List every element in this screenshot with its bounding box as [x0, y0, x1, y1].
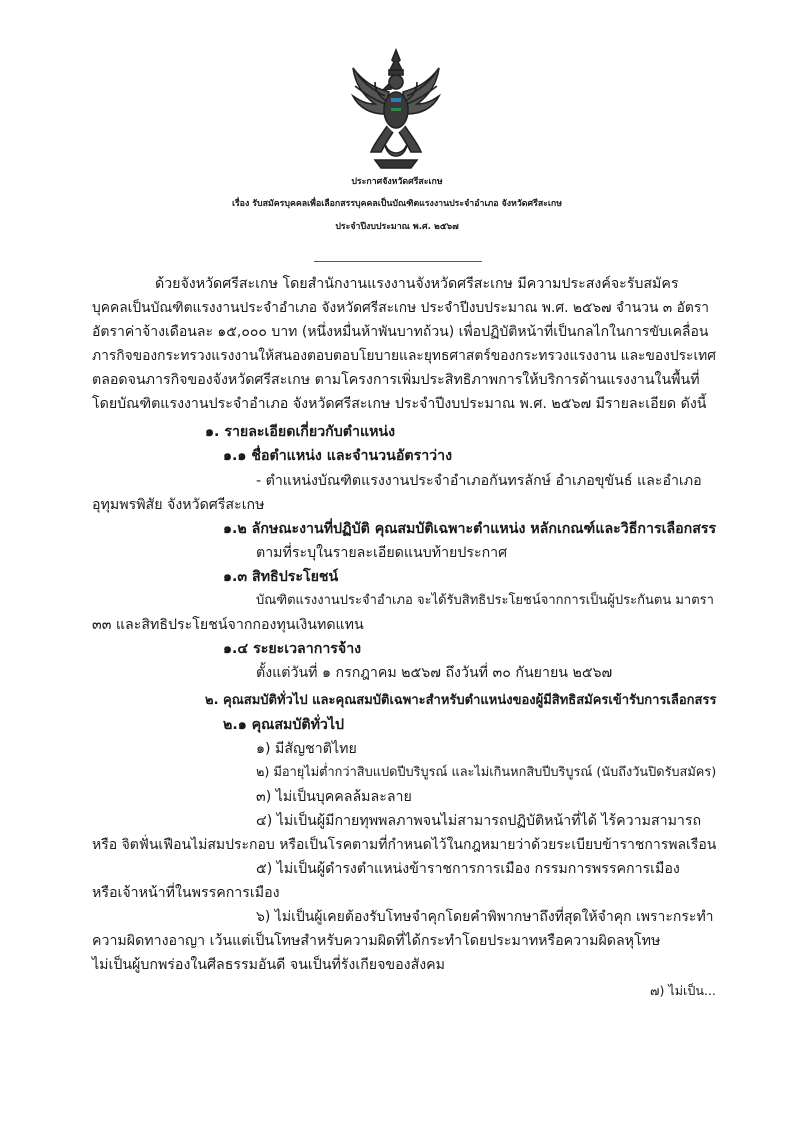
section-2-1-heading: ๒.๑ คุณสมบัติทั่วไป [223, 717, 345, 733]
qualification-item: ๖) ไม่เป็นผู้เคยต้องรับโทษจำคุกโดยคำพิพากษาถึงที่สุดให้จำคุก เพราะกระทำ [256, 909, 714, 925]
qualification-item: ๓) ไม่เป็นบุคคลล้มละลาย [256, 789, 412, 805]
section-1-4-heading: ๑.๔ ระยะเวลาการจ้าง [223, 641, 362, 657]
page-continuation-marker: ๗) ไม่เป็น... [650, 983, 716, 998]
intro-line-3: อัตราค่าจ้างเดือนละ ๑๕,๐๐๐ บาท (หนึ่งหมื่นห้าพันบาทถ้วน) เพื่อปฏิบัติหน้าที่เป็นกลไกในการขับเคลื่อน [92, 324, 709, 340]
title-divider [314, 261, 482, 262]
section-1-2-line-1: ตามที่ระบุในรายละเอียดแนบท้ายประกาศ [256, 545, 508, 561]
announcement-subject: เรื่อง รับสมัครบุคคลเพื่อเลือกสรรบุคคลเป็นบัณฑิตแรงงานประจำอำเภอ จังหวัดศรีสะเกษ [231, 199, 563, 209]
qualification-item: ๑) มีสัญชาติไทย [256, 741, 357, 757]
qualification-item: ๔) ไม่เป็นผู้มีกายทุพพลภาพจนไม่สามารถปฏิบัติหน้าที่ได้ ไร้ความสามารถ [256, 813, 702, 829]
qualification-item-continuation: ไม่เป็นผู้บกพร่องในศีลธรรมอันดี จนเป็นที่รังเกียจของสังคม [92, 957, 445, 973]
intro-line-1: ด้วยจังหวัดศรีสะเกษ โดยสำนักงานแรงงานจังหวัดศรีสะเกษ มีความประสงค์จะรับสมัคร [155, 276, 679, 292]
intro-line-4: ภารกิจของกระทรวงแรงงานให้สนองตอบตอบโยบายและยุทธศาสตร์ของกระทรวงแรงงาน และของประเทศ [92, 348, 717, 364]
intro-line-5: ตลอดจนภารกิจของจังหวัดศรีสะเกษ ตามโครงการเพิ่มประสิทธิภาพการให้บริการด้านแรงงานในพื้นที่ [92, 372, 700, 388]
section-1-3-line-2: ๓๓ และสิทธิประโยชน์จากกองทุนเงินทดแทน [92, 617, 364, 633]
announcement-fiscal-year: ประจำปีงบประมาณ พ.ศ. ๒๕๖๗ [335, 222, 459, 232]
garuda-emblem-icon [345, 48, 447, 170]
section-1-4-line-1: ตั้งแต่วันที่ ๑ กรกฎาคม ๒๕๖๗ ถึงวันที่ ๓๐ กันยายน ๒๕๖๗ [256, 665, 613, 681]
intro-line-6: โดยบัณฑิตแรงงานประจำอำเภอ จังหวัดศรีสะเกษ ประจำปีงบประมาณ พ.ศ. ๒๕๖๗ มีรายละเอียด ดังนี้ [92, 396, 707, 412]
qualification-item-continuation: หรือ จิตฟั่นเฟือนไม่สมประกอบ หรือเป็นโรคตามที่กำหนดไว้ในกฎหมายว่าด้วยระเบียบข้าราชการพลเรือน [92, 837, 717, 853]
qualification-item-continuation: หรือเจ้าหน้าที่ในพรรคการเมือง [92, 885, 280, 901]
qualification-item: ๒) มีอายุไม่ต่ำกว่าสิบแปดปีบริบูรณ์ และไม่เกินหกสิบปีบริบูรณ์ (นับถึงวันปิดรับสมัคร) [256, 765, 717, 780]
qualification-item-continuation: ความผิดทางอาญา เว้นแต่เป็นโทษสำหรับความผิดที่ได้กระทำโดยประมาทหรือความผิดลหุโทษ [92, 933, 661, 949]
section-1-1-line-1: - ตำแหน่งบัณฑิตแรงงานประจำอำเภอกันทรลักษ์ อำเภอขุขันธ์ และอำเภอ [256, 473, 702, 489]
section-1-heading: ๑. รายละเอียดเกี่ยวกับตำแหน่ง [205, 424, 396, 440]
section-1-2-heading: ๑.๒ ลักษณะงานที่ปฏิบัติ คุณสมบัติเฉพาะตำแหน่ง หลักเกณฑ์และวิธีการเลือกสรร [223, 521, 717, 537]
section-1-3-line-1: บัณฑิตแรงงานประจำอำเภอ จะได้รับสิทธิประโยชน์จากการเป็นผู้ประกันตน มาตรา [256, 593, 714, 608]
section-2-heading: ๒. คุณสมบัติทั่วไป และคุณสมบัติเฉพาะสำหรับตำแหน่งของผู้มีสิทธิสมัครเข้ารับการเลือกสรร [205, 693, 717, 708]
section-1-3-heading: ๑.๓ สิทธิประโยชน์ [223, 569, 339, 585]
intro-line-2: บุคคลเป็นบัณฑิตแรงงานประจำอำเภอ จังหวัดศรีสะเกษ ประจำปีงบประมาณ พ.ศ. ๒๕๖๗ จำนวน ๓ อัตรา [92, 300, 709, 316]
qualification-item: ๕) ไม่เป็นผู้ดำรงตำแหน่งข้าราชการการเมือง กรรมการพรรคการเมือง [256, 861, 680, 877]
section-1-1-heading: ๑.๑ ชื่อตำแหน่ง และจำนวนอัตราว่าง [223, 448, 453, 464]
section-1-1-line-2: อุทุมพรพิสัย จังหวัดศรีสะเกษ [92, 497, 265, 513]
announcement-title: ประกาศจังหวัดศรีสะเกษ [351, 177, 443, 187]
